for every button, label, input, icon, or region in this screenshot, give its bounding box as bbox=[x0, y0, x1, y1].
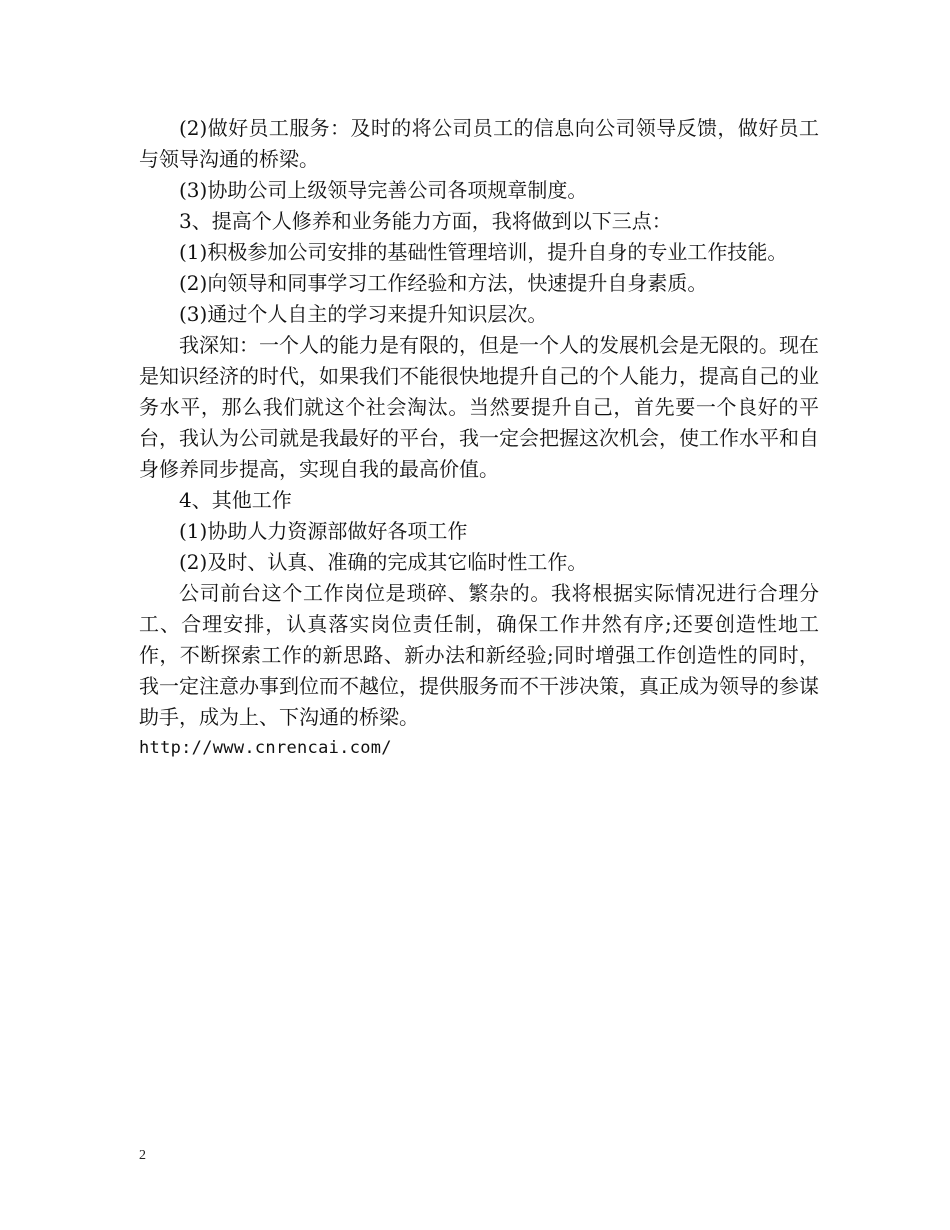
paragraph-learn-from-colleagues: (2)向领导和同事学习工作经验和方法，快速提升自身素质。 bbox=[179, 271, 708, 295]
page-number: 2 bbox=[139, 1148, 146, 1163]
paragraph-rules-assist: (3)协助公司上级领导完善公司各项规章制度。 bbox=[179, 178, 588, 202]
paragraph-hr-assist: (1)协助人力资源部做好各项工作 bbox=[179, 519, 468, 543]
paragraph-section-4-heading: 4、其他工作 bbox=[179, 488, 292, 512]
paragraph-temporary-work: (2)及时、认真、准确的完成其它临时性工作。 bbox=[179, 550, 588, 574]
paragraph-staff-service: (2)做好员工服务：及时的将公司员工的信息向公司领导反馈，做好员工与领导沟通的桥梁。 bbox=[139, 116, 819, 171]
source-url: http://www.cnrencai.com/ bbox=[139, 738, 392, 758]
paragraph-reception-summary: 公司前台这个工作岗位是琐碎、繁杂的。我将根据实际情况进行合理分工、合理安排，认真落实岗位责任制，确保工作井然有序;还要创造性地工作，不断探索工作的新思路、新办法和新经验;同时增强工作创造性的同时，我一定注意办事到位而不越位，提供服务而不干涉决策，真正成为领导的参谋助手，成为上、下沟通的桥梁。 bbox=[139, 581, 819, 729]
paragraph-self-awareness: 我深知：一个人的能力是有限的，但是一个人的发展机会是无限的。现在是知识经济的时代，如果我们不能很快地提升自己的个人能力，提高自己的业务水平，那么我们就这个社会淘汰。当然要提升自己，首先要一个良好的平台，我认为公司就是我最好的平台，我一定会把握这次机会，使工作水平和自身修养同步提高，实现自我的最高价值。 bbox=[139, 333, 819, 481]
paragraph-training: (1)积极参加公司安排的基础性管理培训，提升自身的专业工作技能。 bbox=[179, 240, 788, 264]
document-body bbox=[139, 113, 819, 764]
paragraph-section-3-heading: 3、提高个人修养和业务能力方面，我将做到以下三点： bbox=[179, 209, 672, 233]
paragraph-self-study: (3)通过个人自主的学习来提升知识层次。 bbox=[179, 302, 548, 326]
